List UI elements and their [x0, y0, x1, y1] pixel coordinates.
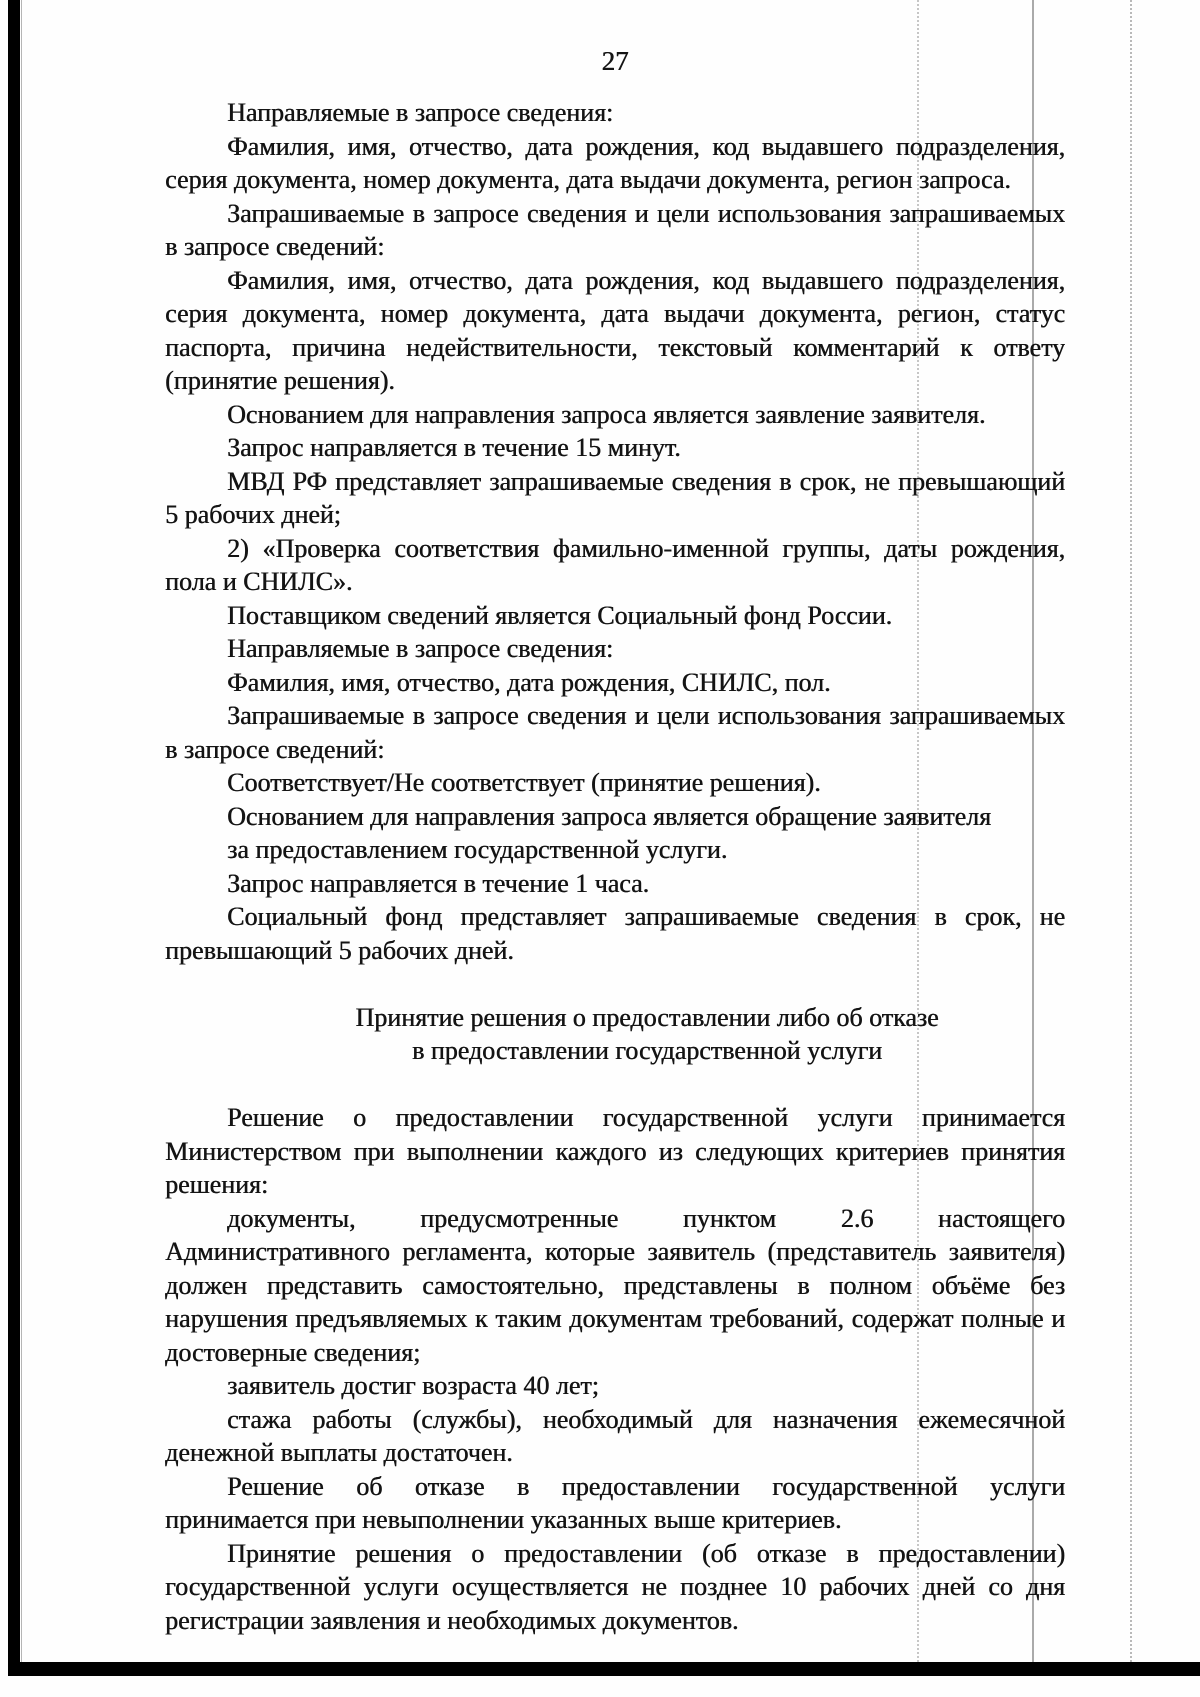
text-line: Фамилия, имя, отчество, дата рождения, код выдавшего подразделения,: [227, 265, 1065, 295]
text-line: государственной услуги осуществляется не позднее 10 рабочих дней со дня: [165, 1572, 1065, 1601]
text-line: МВД РФ представляет запрашиваемые сведения в срок, не превышающий: [227, 466, 1065, 496]
text-line: регистрации заявления и необходимых документов.: [165, 1605, 739, 1635]
blank-line: [165, 1068, 1065, 1102]
text-line: Запрос направляется в течение 1 часа.: [227, 868, 650, 898]
scan-edge-left-hairline: [21, 0, 22, 1676]
scan-edge-bottom-bar: [8, 1662, 1200, 1676]
text-line: Основанием для направления запроса является заявление заявителя.: [227, 399, 986, 429]
text-line: Фамилия, имя, отчество, дата рождения, код выдавшего подразделения,: [227, 131, 1065, 161]
text-line: 5 рабочих дней;: [165, 500, 341, 529]
text-line: Принятие решения о предоставлении либо об отказе: [355, 1002, 939, 1032]
text-line: Направляемые в запросе сведения:: [227, 98, 614, 127]
text-line: в запросе сведений:: [165, 734, 385, 764]
text-line: паспорта, причина недействительности, текстовый комментарий к ответу: [165, 332, 1065, 362]
text-line: (принятие решения).: [165, 366, 395, 395]
scan-crease-line-3: [1130, 0, 1132, 1662]
text-line: стажа работы (службы), необходимый для назначения ежемесячной: [227, 1404, 1065, 1434]
text-line: Социальный фонд представляет запрашиваемые сведения в срок, не: [227, 902, 1065, 931]
text-line: Фамилия, имя, отчество, дата рождения, СНИЛС, пол.: [227, 667, 831, 697]
text-line: Принятие решения о предоставлении (об отказе в предоставлении): [227, 1538, 1065, 1568]
text-line: денежной выплаты достаточен.: [165, 1438, 513, 1467]
text-line: в предоставлении государственной услуги: [411, 1036, 883, 1065]
text-line: Основанием для направления запроса является обращение заявителя: [227, 801, 991, 831]
text-line: Соответствует/Не соответствует (принятие решения).: [227, 768, 821, 797]
text-line: Запрос направляется в течение 15 минут.: [227, 433, 681, 462]
text-column: [165, 96, 1065, 1637]
text-line: Решение об отказе в предоставлении государственной услуги: [227, 1471, 1065, 1501]
text-line: превышающий 5 рабочих дней.: [165, 935, 514, 965]
text-line: принимается при невыполнении указанных выше критериев.: [165, 1505, 842, 1534]
text-line: Запрашиваемые в запросе сведения и цели использования запрашиваемых: [227, 701, 1065, 730]
text-line: Административного регламента, которые заявитель (представитель заявителя): [165, 1237, 1065, 1266]
text-line: Направляемые в запросе сведения:: [227, 634, 614, 663]
text-line: Поставщиком сведений является Социальный фонд России.: [227, 600, 893, 630]
text-line: должен представить самостоятельно, представлены в полном объёме без: [165, 1270, 1065, 1300]
text-line: в запросе сведений:: [165, 232, 385, 261]
text-line: серия документа, номер документа, дата выдачи документа, регион запроса.: [165, 165, 1011, 194]
text-line: серия документа, номер документа, дата выдачи документа, регион, статус: [165, 299, 1065, 328]
text-line: пола и СНИЛС».: [165, 567, 353, 596]
text-line: Министерством при выполнении каждого из следующих критериев принятия: [165, 1136, 1065, 1166]
scan-edge-left-bar: [8, 0, 20, 1676]
text-line: 2) «Проверка соответствия фамильно-именной группы, даты рождения,: [227, 533, 1065, 563]
text-line: Решение о предоставлении государственной услуги принимается: [227, 1103, 1065, 1132]
text-line: заявитель достиг возраста 40 лет;: [227, 1371, 599, 1400]
blank-line: [165, 967, 1065, 1001]
text-line: Запрашиваемые в запросе сведения и цели использования запрашиваемых: [227, 198, 1065, 228]
text-line: достоверные сведения;: [165, 1337, 421, 1367]
text-line: за предоставлением государственной услуги.: [227, 835, 728, 864]
text-line: решения:: [165, 1170, 269, 1199]
text-line: нарушения предъявляемых к таким документам требований, содержат полные и: [165, 1304, 1065, 1333]
text-line: документы, предусмотренные пунктом 2.6 настоящего: [227, 1203, 1065, 1233]
page-number: 27: [601, 46, 629, 76]
